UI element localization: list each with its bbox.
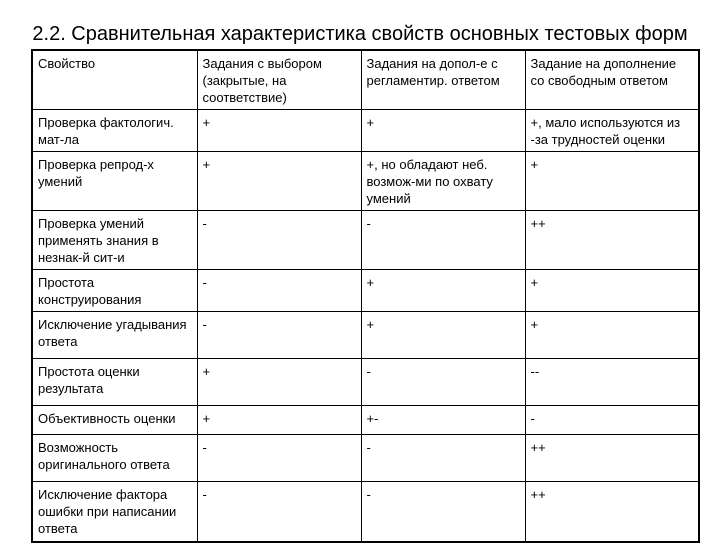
header-cell-choice-tasks: Задания с выбором (закрытые, на соответствие) <box>197 50 361 110</box>
row-property-cell: Проверка умений применять знания в незнак-й сит-и <box>32 211 197 270</box>
row-value-cell: + <box>525 270 699 312</box>
table-row <box>32 406 699 435</box>
row-value-cell: + <box>197 359 361 406</box>
table-row <box>32 482 699 542</box>
row-value-cell: - <box>361 482 525 542</box>
row-property-cell: Исключение фактора ошибки при написании ответа <box>32 482 197 542</box>
row-property-cell: Объективность оценки <box>32 406 197 435</box>
table-row <box>32 312 699 359</box>
table-row <box>32 110 699 152</box>
row-property-cell: Исключение угадывания ответа <box>32 312 197 359</box>
row-value-cell: - <box>197 435 361 482</box>
row-value-cell: + <box>361 270 525 312</box>
row-value-cell: + <box>525 152 699 211</box>
page-title: 2.2. Сравнительная характеристика свойств основных тестовых форм <box>32 23 688 45</box>
row-property-cell: Проверка репрод-х умений <box>32 152 197 211</box>
row-value-cell: - <box>197 482 361 542</box>
row-value-cell: + <box>525 312 699 359</box>
table-row <box>32 211 699 270</box>
row-property-cell: Простота оценки результата <box>32 359 197 406</box>
header-cell-regulated-completion: Задания на допол-е с регламентир. ответом <box>361 50 525 110</box>
row-property-cell: Проверка фактологич. мат-ла <box>32 110 197 152</box>
table-row <box>32 152 699 211</box>
table-row <box>32 359 699 406</box>
row-value-cell: - <box>197 211 361 270</box>
row-value-cell: +, мало используются из -за трудностей оценки <box>525 110 699 152</box>
header-cell-free-completion: Задание на дополнение со свободным ответом <box>525 50 699 110</box>
row-value-cell: ++ <box>525 435 699 482</box>
comparison-table <box>31 49 700 543</box>
row-value-cell: - <box>197 312 361 359</box>
header-cell-property: Свойство <box>32 50 197 110</box>
row-value-cell: + <box>197 406 361 435</box>
row-value-cell: +- <box>361 406 525 435</box>
table-row <box>32 435 699 482</box>
row-value-cell: + <box>197 110 361 152</box>
row-value-cell: - <box>361 359 525 406</box>
row-value-cell: + <box>361 110 525 152</box>
row-value-cell: +, но обладают неб. возмож-ми по охвату умений <box>361 152 525 211</box>
row-value-cell: - <box>525 406 699 435</box>
row-value-cell: ++ <box>525 482 699 542</box>
row-value-cell: - <box>361 435 525 482</box>
row-value-cell: + <box>197 152 361 211</box>
row-value-cell: + <box>361 312 525 359</box>
row-property-cell: Простота конструирования <box>32 270 197 312</box>
row-value-cell: -- <box>525 359 699 406</box>
table-header-row <box>32 50 699 110</box>
row-value-cell: - <box>361 211 525 270</box>
row-value-cell: ++ <box>525 211 699 270</box>
row-property-cell: Возможность оригинального ответа <box>32 435 197 482</box>
table-row <box>32 270 699 312</box>
row-value-cell: - <box>197 270 361 312</box>
